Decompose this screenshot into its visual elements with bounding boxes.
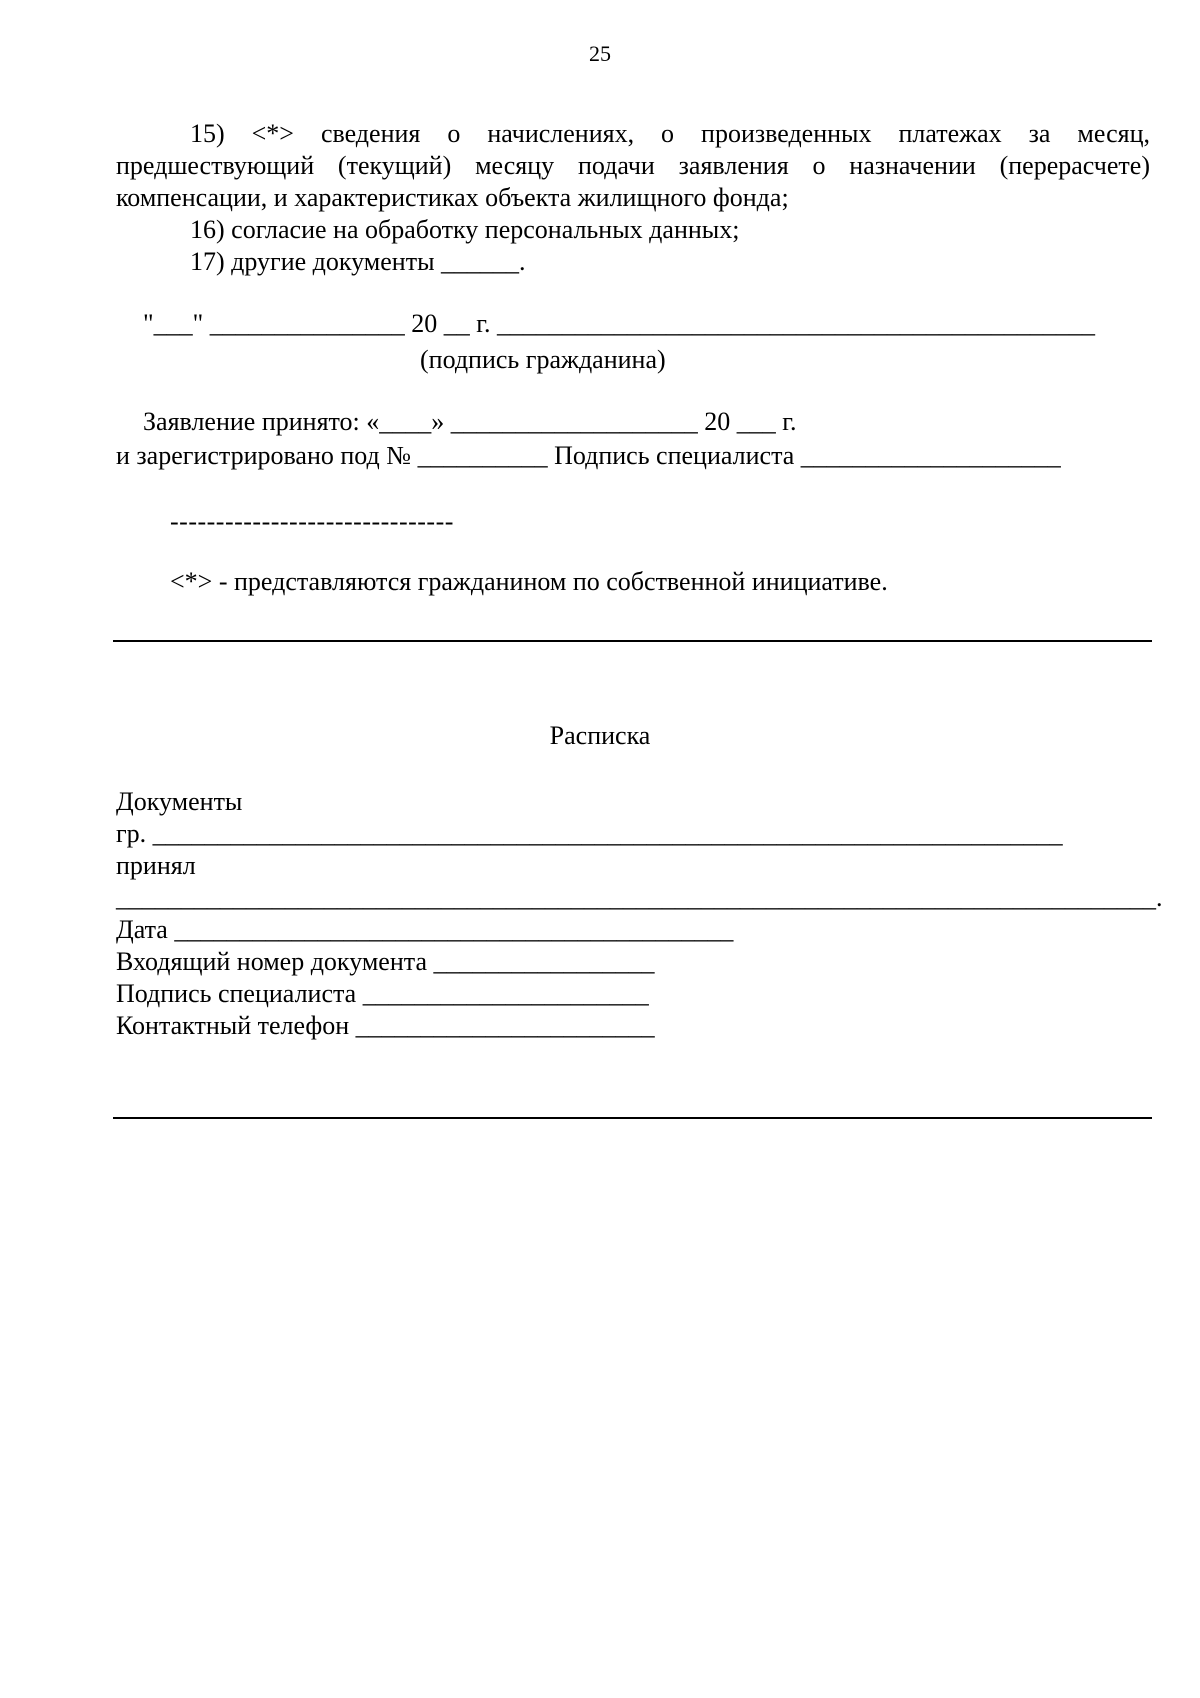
acceptance-line-2: и зарегистрировано под № __________ Подпись специалиста ____________________ — [116, 441, 1061, 470]
footnote-text: <*> - представляются гражданином по собственной инициативе. — [170, 567, 888, 596]
list-item-15-line-2: предшествующий (текущий) месяцу подачи заявления о назначении (перерасчете) — [116, 151, 1150, 180]
signature-date-line: "___" _______________ 20 __ г. ______________________________________________ — [143, 309, 1095, 338]
receipt-incoming-number-line: Входящий номер документа _________________ — [116, 947, 655, 976]
receipt-accepted-label: принял — [116, 851, 196, 880]
page-number: 25 — [589, 41, 611, 66]
list-item-17: 17) другие документы ______. — [190, 247, 526, 276]
receipt-documents-label: Документы — [116, 787, 243, 816]
receipt-specialist-signature-line: Подпись специалиста ______________________ — [116, 979, 649, 1008]
receipt-title: Расписка — [549, 721, 651, 750]
list-item-15-line-1: 15) <*> сведения о начислениях, о произведенных платежах за месяц, — [190, 119, 1150, 148]
section-divider — [113, 640, 1152, 642]
footnote-separator: ------------------------------- — [170, 507, 454, 536]
bottom-divider — [113, 1117, 1152, 1119]
receipt-date-line: Дата ___________________________________________ — [116, 915, 734, 944]
receipt-citizen-line: гр. ______________________________________________________________________ — [116, 819, 1063, 848]
receipt-accepted-line: ________________________________________________________________________________. — [116, 883, 1163, 912]
list-item-15-line-3: компенсации, и характеристиках объекта жилищного фонда; — [116, 183, 789, 212]
list-item-16: 16) согласие на обработку персональных данных; — [190, 215, 740, 244]
signature-caption: (подпись гражданина) — [420, 345, 666, 374]
receipt-contact-phone-line: Контактный телефон _______________________ — [116, 1011, 655, 1040]
acceptance-line-1: Заявление принято: «____» ___________________ 20 ___ г. — [143, 407, 797, 436]
